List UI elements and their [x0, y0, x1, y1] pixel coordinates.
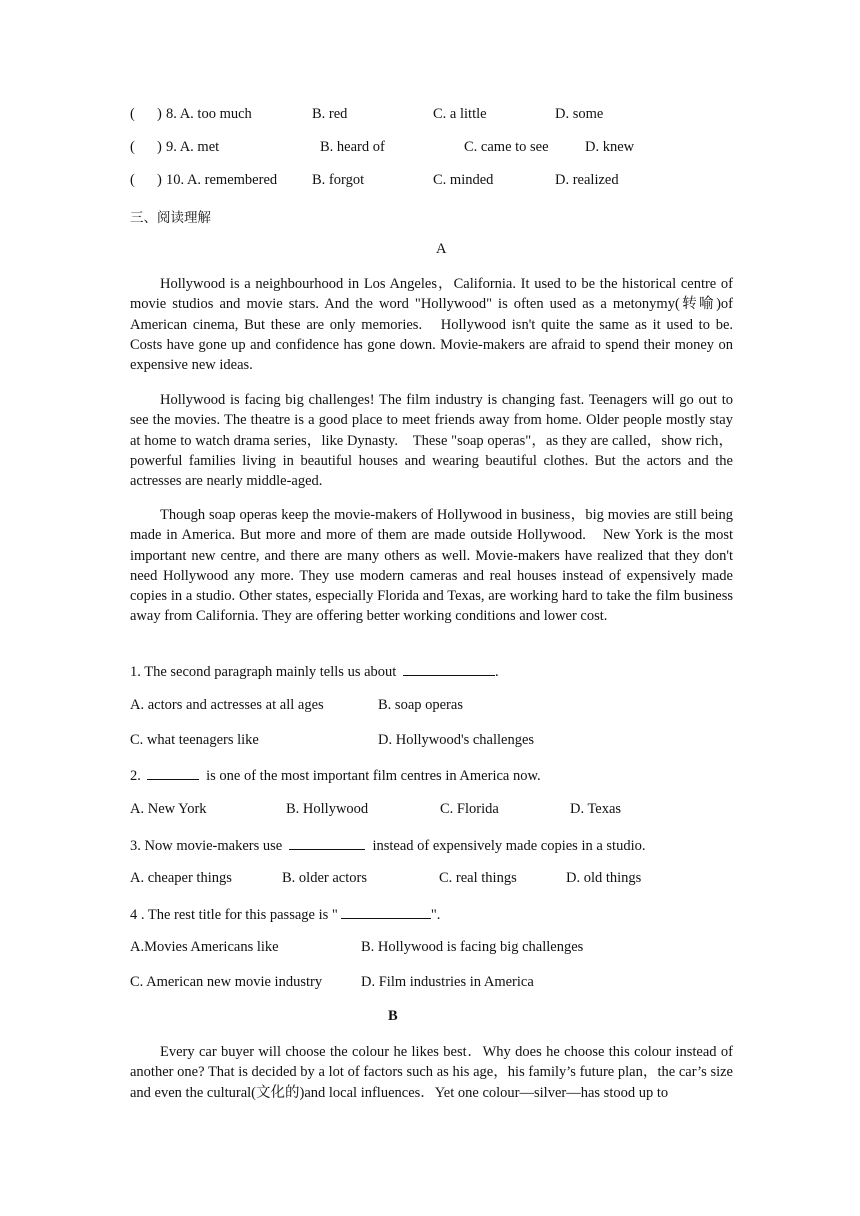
question-option-c: C. what teenagers like — [130, 732, 259, 748]
question-option-d: D. Film industries in America — [361, 974, 534, 990]
question-option-c: C. Florida — [440, 801, 499, 817]
question-4-stem — [130, 905, 440, 924]
question-option-b: B. older actors — [282, 870, 367, 886]
question-option-d: D. some — [555, 106, 604, 122]
passage-b-paragraph-1: Every car buyer will choose the colour he likes best．Why does he choose this colour instead of another one? That is decided by a lot of factors such as his age，his family’s future plan，the car’s size and even the cultural(文化的)and local influences．Yet one colour—silver—has stood up to — [130, 1044, 733, 1101]
question-4-end: ". — [430, 907, 441, 923]
question-option-d: D. old things — [566, 870, 642, 886]
answer-blank — [341, 905, 431, 919]
question-option-a: A.Movies Americans like — [130, 939, 279, 955]
question-option-c: C. real things — [439, 870, 517, 886]
question-option-b: B. Hollywood — [286, 801, 369, 817]
question-option-a: 8. A. too much — [166, 106, 252, 122]
answer-paren-close: ) — [157, 139, 162, 155]
answer-paren-open: ( — [130, 106, 135, 122]
answer-paren-close: ) — [157, 106, 162, 122]
question-3-text: 3. Now movie-makers use — [130, 838, 283, 854]
question-option-c: C. a little — [433, 106, 487, 122]
question-2-number: 2. — [130, 768, 141, 784]
passage-b-heading: B — [388, 1008, 398, 1024]
question-3-stem — [130, 836, 645, 855]
question-option-d: D. realized — [555, 172, 619, 188]
passage-a-paragraph-3: Though soap operas keep the movie-makers of Hollywood in business，big movies are still being made in America. But more and more of them are made outside Hollywood. New York is the most important new centre, and there are many others as well. Movie-makers have realized that they don't need Hollywood any more. They use modern cameras and real houses instead of expensively made copies in a studio. Other states, especially Florida and Texas, are working hard to take the film business away from California. They are offering better working conditions and lower cost. — [130, 507, 733, 625]
question-1-stem — [130, 662, 499, 681]
question-option-a: 10. A. remembered — [166, 172, 278, 188]
answer-paren-close: ) — [157, 172, 162, 188]
answer-blank — [147, 766, 199, 780]
answer-blank — [403, 662, 495, 676]
question-4-text: 4 . The rest title for this passage is " — [130, 907, 338, 923]
question-1-text: 1. The second paragraph mainly tells us about — [130, 664, 397, 680]
question-1-end: . — [494, 664, 499, 680]
passage-a-paragraph-1: Hollywood is a neighbourhood in Los Angeles，California. It used to be the historical centre of movie studios and movie stars. And the word "Hollywood" is often used as a metonymy(转喻)of American cinema, But these are only memories. Hollywood isn't quite the same as it used to be. Costs have gone up and confidence has gone down. Movie-makers are afraid to spend their money on expensive new ideas. — [130, 276, 733, 374]
answer-paren-open: ( — [130, 172, 135, 188]
answer-paren-open: ( — [130, 139, 135, 155]
question-option-c: C. minded — [433, 172, 494, 188]
question-option-b: B. heard of — [320, 139, 385, 155]
answer-blank — [289, 836, 365, 850]
question-option-b: B. forgot — [312, 172, 365, 188]
question-option-d: D. Texas — [570, 801, 622, 817]
question-option-c: C. came to see — [464, 139, 549, 155]
question-option-a: A. actors and actresses at all ages — [130, 697, 324, 713]
question-option-a: A. New York — [130, 801, 207, 817]
question-2-stem — [130, 766, 541, 785]
question-option-a: A. cheaper things — [130, 870, 232, 886]
question-option-d: D. knew — [585, 139, 635, 155]
question-3-text-end: instead of expensively made copies in a studio. — [372, 838, 646, 854]
question-option-b: B. red — [312, 106, 348, 122]
section-title: 三、阅读理解 — [130, 210, 211, 226]
question-2-text: is one of the most important film centres in America now. — [206, 768, 541, 784]
passage-a-heading: A — [436, 241, 447, 257]
question-option-d: D. Hollywood's challenges — [378, 732, 535, 748]
question-option-b: B. soap operas — [378, 697, 463, 713]
passage-a-paragraph-2: Hollywood is facing big challenges! The film industry is changing fast. Teenagers will go out to see the movies. The theatre is a good place to meet friends away from home. Older people mostly stay at home to watch drama series，like Dynasty. These "soap operas"，as they are called，show rich，powerful families living in beautiful houses and wearing beautiful clothes. But the actors and the actresses are nearly middle-aged. — [130, 392, 733, 490]
question-option-a: 9. A. met — [166, 139, 220, 155]
question-option-b: B. Hollywood is facing big challenges — [361, 939, 584, 955]
question-option-c: C. American new movie industry — [130, 974, 323, 990]
